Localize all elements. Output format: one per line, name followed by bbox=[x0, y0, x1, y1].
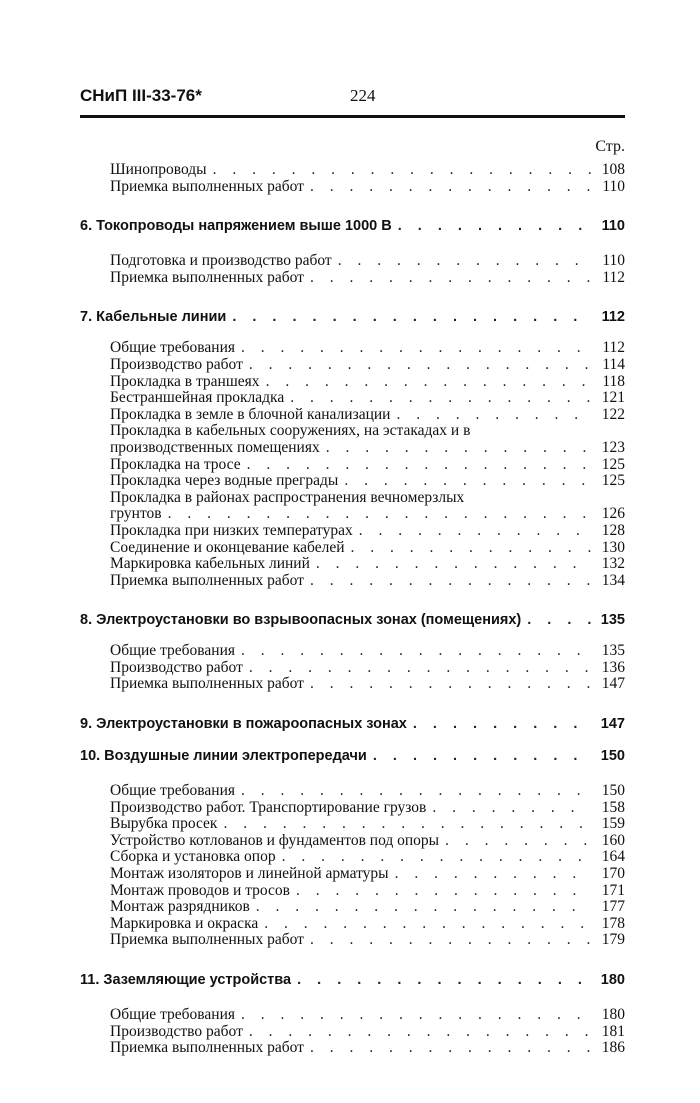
header-rule bbox=[80, 115, 625, 118]
toc-section-heading bbox=[80, 715, 625, 733]
toc-spacer bbox=[80, 733, 625, 747]
toc-entry bbox=[80, 1040, 625, 1057]
toc-entry bbox=[80, 423, 625, 440]
toc-entry-continuation bbox=[80, 440, 625, 457]
dot-leader bbox=[304, 1040, 591, 1057]
toc-page-number: 130 bbox=[601, 538, 625, 556]
toc-entry bbox=[80, 899, 625, 916]
toc-entry-title: Соединение и оконцевание кабелей bbox=[110, 538, 345, 556]
toc-page-number: 121 bbox=[601, 389, 625, 407]
toc-entry-title: 7. Кабельные линии bbox=[80, 309, 227, 326]
toc-entry-title: Общие требования bbox=[110, 1006, 236, 1023]
toc-entry-title: Шинопроводы bbox=[110, 161, 207, 178]
toc-spacer bbox=[80, 235, 625, 253]
toc-entry bbox=[80, 407, 625, 424]
toc-entry-title: Маркировка и окраска bbox=[110, 914, 259, 932]
toc-page-number: 150 bbox=[600, 748, 625, 765]
toc-page-number: 126 bbox=[601, 505, 625, 523]
toc-entry bbox=[80, 833, 625, 850]
dot-leader bbox=[310, 556, 591, 573]
toc-entry bbox=[80, 1007, 625, 1024]
toc-page-number: 164 bbox=[601, 848, 625, 866]
toc-page-number: 134 bbox=[601, 571, 625, 589]
toc-section-heading bbox=[80, 217, 625, 235]
toc-section-heading bbox=[80, 971, 625, 989]
dot-leader bbox=[304, 573, 591, 590]
toc-page-number: 136 bbox=[601, 658, 625, 676]
dot-leader bbox=[304, 676, 591, 693]
toc-entry-title: Общие требования bbox=[110, 339, 236, 357]
dot-leader bbox=[304, 932, 591, 949]
toc-page-number: 180 bbox=[601, 1006, 625, 1023]
dot-leader bbox=[521, 611, 591, 629]
dot-leader bbox=[250, 899, 591, 916]
toc-page-number: 118 bbox=[602, 372, 625, 390]
toc-entry bbox=[80, 800, 625, 817]
toc-entry bbox=[80, 916, 625, 933]
toc-page-number: 171 bbox=[601, 881, 625, 899]
toc-entry-title: 11. Заземляющие устройства bbox=[80, 972, 292, 988]
toc-entry-title: Монтаж разрядников bbox=[110, 898, 250, 916]
toc-entry bbox=[80, 932, 625, 949]
dot-leader bbox=[235, 1007, 591, 1024]
dot-leader bbox=[235, 783, 591, 800]
toc-entry bbox=[80, 523, 625, 540]
toc-section-heading bbox=[80, 308, 625, 326]
toc-page-number: 125 bbox=[601, 472, 625, 490]
toc-page-number: 108 bbox=[601, 161, 625, 178]
dot-leader bbox=[284, 390, 591, 407]
toc-page-number: 110 bbox=[602, 252, 625, 270]
toc-entry bbox=[80, 357, 625, 374]
toc-entry bbox=[80, 816, 625, 833]
toc-section-heading bbox=[80, 747, 625, 765]
toc-page-number: 158 bbox=[601, 798, 625, 816]
toc-page-number: 128 bbox=[601, 521, 625, 539]
toc-entry-title: Производство работ bbox=[110, 355, 243, 373]
toc-page-number: 112 bbox=[601, 309, 625, 326]
toc-entry-title: Приемка выполненных работ bbox=[110, 675, 304, 693]
toc-page-number: 112 bbox=[602, 339, 625, 357]
dot-leader bbox=[162, 506, 591, 523]
dot-leader bbox=[290, 883, 591, 900]
toc-entry-title: Общие требования bbox=[110, 642, 236, 660]
toc-rows bbox=[80, 162, 625, 1057]
toc-entry-title: Сборка и установка опор bbox=[110, 848, 276, 866]
toc-entry bbox=[80, 883, 625, 900]
toc-entry-title: Маркировка кабельных линий bbox=[110, 555, 310, 573]
toc-entry-title: Прокладка в районах распространения вечномерзлых bbox=[110, 488, 465, 506]
toc-page-number: 178 bbox=[601, 914, 625, 932]
toc-entry-title: Подготовка и производство работ bbox=[110, 252, 332, 270]
toc-page-number: 135 bbox=[601, 642, 625, 660]
toc-page-number: 179 bbox=[601, 931, 625, 949]
toc-page-number: 110 bbox=[602, 177, 625, 195]
toc-entry bbox=[80, 556, 625, 573]
toc-entry bbox=[80, 270, 625, 287]
dot-leader bbox=[291, 971, 591, 989]
toc-entry bbox=[80, 783, 625, 800]
toc-page-number: 170 bbox=[601, 865, 625, 883]
toc-entry bbox=[80, 253, 625, 270]
toc-entry bbox=[80, 374, 625, 391]
toc-entry bbox=[80, 573, 625, 590]
dot-leader bbox=[217, 816, 591, 833]
toc-page-number: 180 bbox=[600, 972, 625, 988]
toc-entry-title: Прокладка на тросе bbox=[110, 455, 241, 473]
dot-leader bbox=[243, 1024, 591, 1041]
dot-leader bbox=[392, 217, 591, 235]
toc-entry-title: 9. Электроустановки в пожароопасных зонах bbox=[80, 716, 407, 733]
dot-leader bbox=[345, 540, 591, 557]
toc-entry-title: Прокладка в траншеях bbox=[110, 372, 260, 390]
dot-leader bbox=[353, 523, 591, 540]
dot-leader bbox=[243, 660, 591, 677]
dot-leader bbox=[276, 849, 591, 866]
toc-entry-title: 6. Токопроводы напряжением выше 1000 В bbox=[80, 218, 392, 235]
toc-entry-continuation bbox=[80, 506, 625, 523]
dot-leader bbox=[390, 407, 591, 424]
toc-entry-title: Производство работ bbox=[110, 1022, 243, 1040]
toc-entry-title: Монтаж изоляторов и линейной арматуры bbox=[110, 865, 389, 883]
toc-page-number: 112 bbox=[602, 268, 625, 286]
toc-entry bbox=[80, 490, 625, 507]
toc-entry-title: Приемка выполненных работ bbox=[110, 177, 304, 195]
toc-entry bbox=[80, 849, 625, 866]
page-number: 224 bbox=[350, 86, 376, 105]
dot-leader bbox=[304, 270, 591, 287]
toc-entry-title: Общие требования bbox=[110, 782, 236, 800]
toc-entry-title: Прокладка в кабельных сооружениях, на эстакадах и в bbox=[110, 422, 471, 440]
toc-page-number: 160 bbox=[601, 831, 625, 849]
toc-entry-title: Вырубка просек bbox=[110, 815, 218, 833]
toc-entry-title: Прокладка через водные преграды bbox=[110, 472, 339, 490]
toc-entry-title: Приемка выполненных работ bbox=[110, 1039, 304, 1057]
toc-entry-title: Устройство котлованов и фундаментов под опоры bbox=[110, 831, 440, 849]
dot-leader bbox=[304, 179, 591, 196]
toc-page-number: 150 bbox=[601, 782, 625, 800]
dot-leader bbox=[226, 308, 591, 326]
dot-leader bbox=[407, 715, 591, 733]
toc-entry bbox=[80, 340, 625, 357]
toc-entry bbox=[80, 1024, 625, 1041]
dot-leader bbox=[235, 340, 591, 357]
toc-entry bbox=[80, 540, 625, 557]
dot-leader bbox=[439, 833, 591, 850]
dot-leader bbox=[241, 457, 591, 474]
toc-page-number: 135 bbox=[600, 612, 625, 629]
toc-entry-title: Приемка выполненных работ bbox=[110, 268, 304, 286]
toc-spacer bbox=[80, 949, 625, 971]
toc-spacer bbox=[80, 589, 625, 611]
dot-leader bbox=[235, 643, 591, 660]
toc-spacer bbox=[80, 765, 625, 783]
toc-spacer bbox=[80, 195, 625, 217]
toc-entry bbox=[80, 390, 625, 407]
document-code: СНиП III-33-76* bbox=[80, 86, 202, 105]
toc-entry-title: грунтов bbox=[110, 505, 162, 523]
dot-leader bbox=[332, 253, 591, 270]
toc-entry bbox=[80, 676, 625, 693]
page-header bbox=[80, 86, 625, 120]
toc-entry-title: 8. Электроустановки во взрывоопасных зонах (помещениях) bbox=[80, 612, 522, 629]
toc-spacer bbox=[80, 286, 625, 308]
toc-page-number: 132 bbox=[601, 555, 625, 573]
dot-leader bbox=[426, 800, 591, 817]
toc-page-number: 110 bbox=[601, 218, 625, 235]
toc-page-number: 181 bbox=[601, 1022, 625, 1040]
toc-page-number: 159 bbox=[601, 815, 625, 833]
toc-entry-title: Бестраншейная прокладка bbox=[110, 389, 285, 407]
toc-spacer bbox=[80, 693, 625, 715]
toc-page-number: 147 bbox=[600, 716, 625, 733]
toc-page-number: 177 bbox=[601, 898, 625, 916]
toc-page-number: 125 bbox=[601, 455, 625, 473]
toc-entry-title: 10. Воздушные линии электропередачи bbox=[80, 748, 367, 765]
toc-entry-title: Производство работ bbox=[110, 658, 243, 676]
page-column-label: Стр. bbox=[595, 138, 625, 155]
toc-entry bbox=[80, 162, 625, 179]
toc-entry bbox=[80, 473, 625, 490]
toc-entry-title: Монтаж проводов и тросов bbox=[110, 881, 290, 899]
toc-entry-title: производственных помещениях bbox=[110, 438, 320, 456]
dot-leader bbox=[260, 374, 591, 391]
toc-spacer bbox=[80, 326, 625, 340]
toc-section-heading bbox=[80, 611, 625, 629]
toc-entry bbox=[80, 643, 625, 660]
toc-entry-title: Приемка выполненных работ bbox=[110, 931, 304, 949]
dot-leader bbox=[320, 440, 591, 457]
dot-leader bbox=[258, 916, 591, 933]
toc-page-number: 123 bbox=[601, 438, 625, 456]
toc-entry-title: Приемка выполненных работ bbox=[110, 571, 304, 589]
toc-entry-title: Производство работ. Транспортирование грузов bbox=[110, 798, 427, 816]
toc-entry bbox=[80, 660, 625, 677]
toc-page-number: 147 bbox=[601, 675, 625, 693]
dot-leader bbox=[243, 357, 591, 374]
toc-spacer bbox=[80, 629, 625, 643]
toc-entry bbox=[80, 457, 625, 474]
toc-spacer bbox=[80, 989, 625, 1007]
dot-leader bbox=[338, 473, 591, 490]
toc-entry bbox=[80, 179, 625, 196]
toc-page-number: 186 bbox=[601, 1039, 625, 1057]
toc-page-number: 114 bbox=[602, 355, 625, 373]
toc-page-number: 122 bbox=[601, 405, 625, 423]
dot-leader bbox=[207, 162, 591, 179]
toc-entry bbox=[80, 866, 625, 883]
dot-leader bbox=[389, 866, 591, 883]
toc-entry-title: Прокладка при низких температурах bbox=[110, 521, 353, 539]
table-of-contents bbox=[80, 138, 625, 1057]
dot-leader bbox=[367, 747, 591, 765]
toc-entry-title: Прокладка в земле в блочной канализации bbox=[110, 405, 391, 423]
